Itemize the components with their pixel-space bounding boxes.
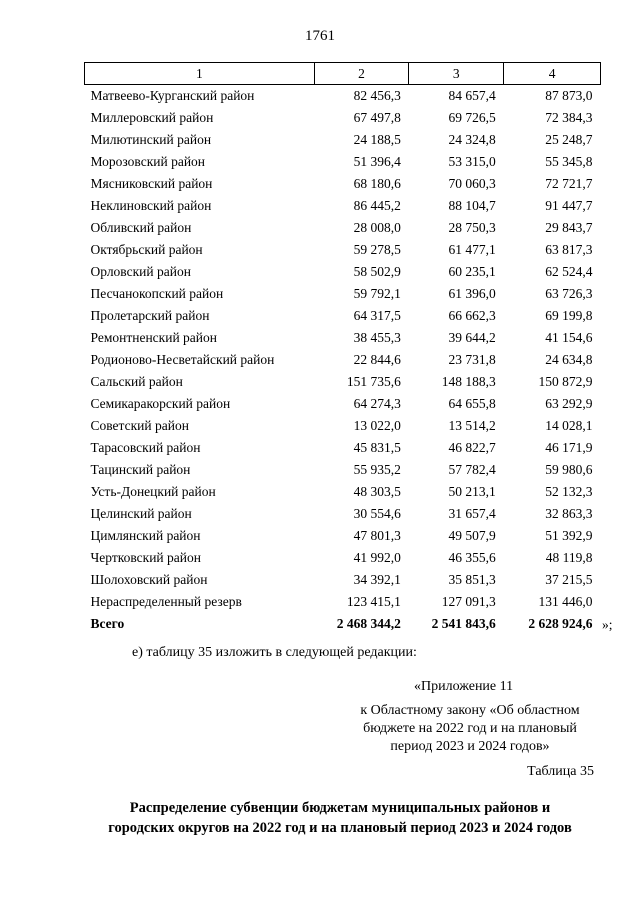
value-2024: 63 726,3 [545, 286, 593, 301]
total-closing-quote: »; [602, 617, 613, 632]
table-row [85, 195, 601, 217]
value-2024: 41 154,6 [545, 330, 593, 345]
law-reference-line: к Областному закону «Об областном [360, 703, 580, 718]
value-2023: 23 731,8 [448, 352, 496, 367]
column-header: 2 [314, 63, 409, 85]
value-2022: 24 188,5 [353, 132, 401, 147]
table-row [85, 503, 601, 525]
table-row [85, 283, 601, 305]
district-name: Нераспределенный резерв [90, 594, 242, 609]
district-name: Миллеровский район [90, 110, 214, 125]
value-2023: 46 355,6 [448, 550, 496, 565]
value-2022: 64 274,3 [353, 396, 401, 411]
value-2023: 24 324,8 [448, 132, 496, 147]
value-2023: 66 662,3 [448, 308, 496, 323]
value-2023: 35 851,3 [448, 572, 496, 587]
district-name: Усть-Донецкий район [90, 484, 216, 499]
value-2023: 61 477,1 [448, 242, 496, 257]
total-2023: 2 541 843,6 [431, 616, 496, 631]
total-2024: 2 628 924,6 [528, 616, 593, 631]
value-2022: 59 278,5 [353, 242, 401, 257]
page-number: 1761 [305, 28, 335, 44]
district-name: Целинский район [90, 506, 192, 521]
law-reference [340, 702, 600, 756]
table-row [85, 547, 601, 569]
value-2022: 48 303,5 [353, 484, 401, 499]
district-name: Тацинский район [90, 462, 191, 477]
value-2022: 58 502,9 [353, 264, 401, 279]
value-2022: 55 935,2 [353, 462, 401, 477]
total-label: Всего [90, 616, 125, 631]
appendix-title: «Приложение 11 [414, 679, 514, 694]
district-name: Матвеево-Курганский район [90, 88, 255, 103]
value-2024: 46 171,9 [545, 440, 593, 455]
district-name: Орловский район [90, 264, 191, 279]
value-2023: 127 091,3 [441, 594, 496, 609]
value-2023: 53 315,0 [448, 154, 496, 169]
value-2022: 22 844,6 [353, 352, 401, 367]
district-name: Родионово-Несветайский район [90, 352, 275, 367]
total-2022: 2 468 344,2 [336, 616, 401, 631]
value-2022: 151 735,6 [346, 374, 401, 389]
value-2024: 62 524,4 [545, 264, 593, 279]
table-row [85, 151, 601, 173]
section-heading-line: городских округов на 2022 год и на плановый период 2023 и 2024 годов [108, 820, 572, 836]
table-row [85, 85, 601, 108]
table-row [85, 173, 601, 195]
value-2023: 57 782,4 [448, 462, 496, 477]
table-row [85, 107, 601, 129]
value-2023: 39 644,2 [448, 330, 496, 345]
value-2024: 59 980,6 [545, 462, 593, 477]
district-name: Ремонтненский район [90, 330, 217, 345]
table-row [85, 525, 601, 547]
value-2022: 28 008,0 [353, 220, 401, 235]
column-header: 3 [409, 63, 504, 85]
district-name: Тарасовский район [90, 440, 201, 455]
table-row [85, 393, 601, 415]
value-2022: 86 445,2 [353, 198, 401, 213]
district-name: Шолоховский район [90, 572, 208, 587]
table-row [85, 305, 601, 327]
value-2022: 123 415,1 [346, 594, 401, 609]
district-name: Неклиновский район [90, 198, 212, 213]
value-2024: 91 447,7 [545, 198, 593, 213]
value-2022: 30 554,6 [353, 506, 401, 521]
value-2022: 82 456,3 [353, 88, 401, 103]
value-2024: 32 863,3 [545, 506, 593, 521]
column-header: 4 [504, 63, 601, 85]
district-name: Песчанокопский район [90, 286, 224, 301]
value-2022: 34 392,1 [353, 572, 401, 587]
value-2024: 87 873,0 [545, 88, 593, 103]
value-2022: 38 455,3 [353, 330, 401, 345]
value-2024: 51 392,9 [545, 528, 593, 543]
value-2023: 46 822,7 [448, 440, 496, 455]
district-name: Пролетарский район [90, 308, 210, 323]
value-2022: 13 022,0 [353, 418, 401, 433]
law-reference-line: период 2023 и 2024 годов» [390, 739, 550, 754]
table-row [85, 129, 601, 151]
value-2023: 69 726,5 [448, 110, 496, 125]
column-header: 1 [85, 63, 315, 85]
value-2024: 52 132,3 [545, 484, 593, 499]
value-2022: 68 180,6 [353, 176, 401, 191]
table-row [85, 349, 601, 371]
table-row [85, 569, 601, 591]
value-2022: 64 317,5 [353, 308, 401, 323]
value-2023: 49 507,9 [448, 528, 496, 543]
district-name: Мясниковский район [90, 176, 213, 191]
table-row [85, 415, 601, 437]
table-row [85, 437, 601, 459]
value-2024: 69 199,8 [545, 308, 593, 323]
value-2024: 48 119,8 [545, 550, 593, 565]
value-2023: 64 655,8 [448, 396, 496, 411]
table-row [85, 327, 601, 349]
table-header-row [85, 63, 601, 85]
section-heading-line: Распределение субвенции бюджетам муниципальных районов и [129, 800, 551, 816]
value-2022: 51 396,4 [353, 154, 401, 169]
table-row [85, 371, 601, 393]
value-2023: 50 213,1 [448, 484, 496, 499]
value-2024: 29 843,7 [545, 220, 593, 235]
value-2024: 63 292,9 [545, 396, 593, 411]
section-heading [60, 798, 620, 838]
value-2024: 25 248,7 [545, 132, 593, 147]
district-name: Октябрьский район [90, 242, 203, 257]
value-2024: 72 721,7 [545, 176, 593, 191]
value-2023: 60 235,1 [448, 264, 496, 279]
table-row [85, 481, 601, 503]
district-name: Цимлянский район [90, 528, 201, 543]
value-2022: 41 992,0 [353, 550, 401, 565]
budget-table [84, 62, 601, 635]
value-2024: 150 872,9 [538, 374, 593, 389]
value-2022: 47 801,3 [353, 528, 401, 543]
value-2022: 59 792,1 [353, 286, 401, 301]
district-name: Милютинский район [90, 132, 212, 147]
value-2024: 63 817,3 [545, 242, 593, 257]
edit-instruction: е) таблицу 35 изложить в следующей редакции: [132, 645, 417, 660]
value-2022: 45 831,5 [353, 440, 401, 455]
value-2022: 67 497,8 [353, 110, 401, 125]
value-2023: 31 657,4 [448, 506, 496, 521]
value-2023: 13 514,2 [448, 418, 496, 433]
value-2024: 24 634,8 [545, 352, 593, 367]
value-2024: 131 446,0 [538, 594, 593, 609]
table-row [85, 591, 601, 613]
value-2023: 70 060,3 [448, 176, 496, 191]
value-2024: 55 345,8 [545, 154, 593, 169]
value-2023: 148 188,3 [441, 374, 496, 389]
district-name: Сальский район [90, 374, 183, 389]
value-2024: 37 215,5 [545, 572, 593, 587]
value-2024: 14 028,1 [545, 418, 593, 433]
total-row [85, 613, 601, 635]
table-label: Таблица 35 [527, 764, 594, 779]
district-name: Чертковский район [90, 550, 201, 565]
table-row [85, 459, 601, 481]
value-2024: 72 384,3 [545, 110, 593, 125]
table-body [85, 85, 601, 636]
value-2023: 28 750,3 [448, 220, 496, 235]
table-row [85, 261, 601, 283]
district-name: Обливский район [90, 220, 192, 235]
district-name: Семикаракорский район [90, 396, 231, 411]
table-row [85, 217, 601, 239]
law-reference-line: бюджете на 2022 год и на плановый [363, 721, 577, 736]
value-2023: 88 104,7 [448, 198, 496, 213]
district-name: Советский район [90, 418, 189, 433]
table-row [85, 239, 601, 261]
value-2023: 61 396,0 [448, 286, 496, 301]
value-2023: 84 657,4 [448, 88, 496, 103]
district-name: Морозовский район [90, 154, 206, 169]
